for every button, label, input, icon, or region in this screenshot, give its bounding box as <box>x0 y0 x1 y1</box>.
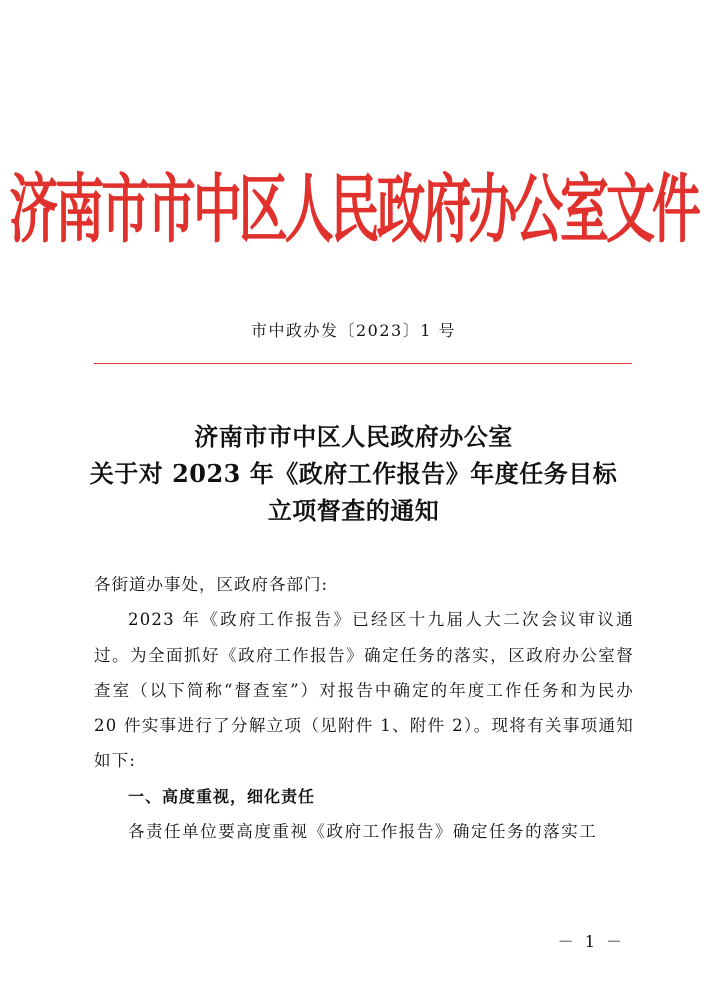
document-number: 市中政办发〔2023〕1 号 <box>251 321 456 340</box>
paragraph-intro: 2023 年《政府工作报告》已经区十九届人大二次会议审议通过。为全面抓好《政府工作报告》确定任务的落实，区政府办公室督查室（以下简称“督查室”）对报告中确定的年度工作任务和为民办 20 件实事进行了分解立项（见附件 1、附件 2）。现将有关事项通知如下: <box>94 610 634 771</box>
document-body <box>94 567 634 849</box>
title-line-2: 关于对 2023 年《政府工作报告》年度任务目标 <box>89 459 618 488</box>
red-divider-line <box>94 363 632 364</box>
page-number: － 1 － <box>557 932 625 951</box>
salutation: 各街道办事处，区政府各部门: <box>94 575 329 594</box>
section-heading-1: 一、高度重视，细化责任 <box>128 786 316 806</box>
title-line-1: 济南市市中区人民政府办公室 <box>194 422 513 451</box>
title-line-3: 立项督查的通知 <box>267 496 440 525</box>
paragraph-section-1: 各责任单位要高度重视《政府工作报告》确定任务的落实工 <box>128 822 598 842</box>
masthead-title <box>0 168 707 252</box>
document-title <box>0 418 707 529</box>
masthead-text: 济南市市中区人民政府办公室文件 <box>9 166 698 254</box>
